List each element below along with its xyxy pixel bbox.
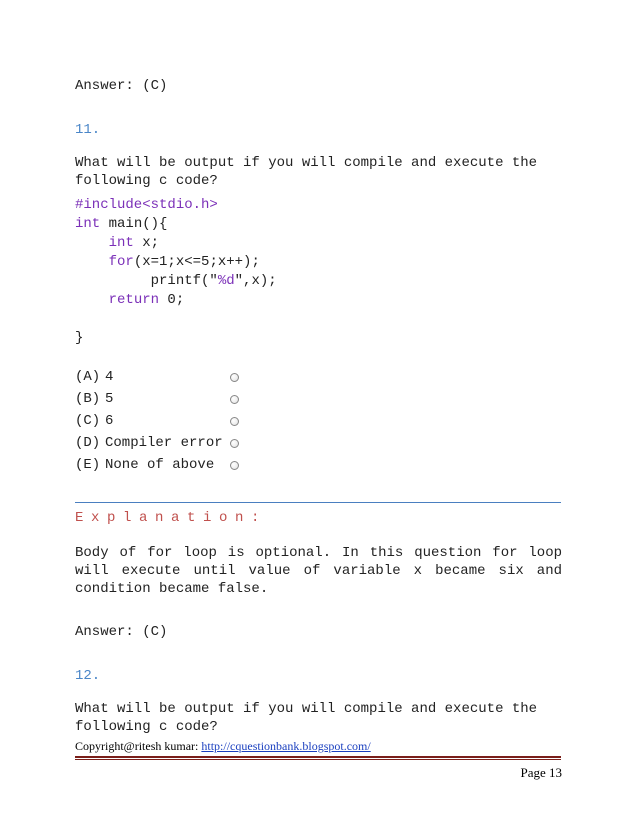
option-letter: (A)	[75, 369, 101, 385]
code-block	[75, 196, 277, 348]
explanation-line: will execute until value of variable x became six and	[75, 563, 562, 579]
option-text: 6	[105, 413, 114, 429]
code-closing-brace: }	[75, 330, 84, 346]
option-text: 5	[105, 391, 114, 407]
separator-line	[75, 502, 561, 503]
code-text: x;	[133, 235, 160, 251]
option-b[interactable]	[75, 388, 239, 410]
option-text: None of above	[105, 457, 215, 473]
option-letter: (E)	[75, 457, 101, 473]
radio-icon[interactable]	[230, 461, 239, 470]
code-keyword: int	[75, 216, 101, 232]
code-text: 0;	[159, 292, 185, 308]
answer: Answer: (C)	[75, 624, 168, 640]
radio-icon[interactable]	[230, 439, 239, 448]
question-text-line2: following c code?	[75, 173, 218, 189]
code-keyword: return	[108, 292, 160, 308]
explanation-line: condition became false.	[75, 581, 269, 597]
option-d[interactable]	[75, 432, 239, 454]
radio-icon[interactable]	[230, 417, 239, 426]
code-text: ",x);	[234, 273, 277, 289]
blog-link[interactable]: http://cquestionbank.blogspot.com/	[201, 739, 371, 753]
copyright-text: Copyright@ritesh kumar:	[75, 739, 202, 753]
code-keyword: for	[108, 254, 134, 270]
code-text: main(){	[100, 216, 168, 232]
option-letter: (C)	[75, 413, 101, 429]
option-text: 4	[105, 369, 114, 385]
option-letter: (B)	[75, 391, 101, 407]
footer-rule	[75, 756, 561, 758]
option-e[interactable]	[75, 454, 239, 476]
explanation-line: Body of for loop is optional. In this question for loop	[75, 545, 562, 561]
question-text-line2: following c code?	[75, 719, 218, 735]
explanation-heading: Explanation:	[75, 510, 268, 526]
code-text: printf("	[150, 273, 218, 289]
question-number: 12.	[75, 668, 101, 684]
previous-answer: Answer: (C)	[75, 78, 168, 94]
code-keyword: int	[108, 235, 134, 251]
code-format-specifier: %d	[217, 273, 235, 289]
page-number: Page 13	[520, 765, 562, 780]
footer-copyright	[75, 739, 371, 754]
question-text-line1: What will be output if you will compile and execute the	[75, 701, 538, 717]
option-a[interactable]	[75, 366, 239, 388]
question-text-line1: What will be output if you will compile and execute the	[75, 155, 538, 171]
footer-rule-thin	[75, 759, 561, 760]
option-text: Compiler error	[105, 435, 223, 451]
radio-icon[interactable]	[230, 395, 239, 404]
code-include: #include<stdio.h>	[75, 197, 218, 213]
radio-icon[interactable]	[230, 373, 239, 382]
question-number: 11.	[75, 122, 101, 138]
option-c[interactable]	[75, 410, 239, 432]
option-letter: (D)	[75, 435, 101, 451]
code-text: (x=1;x<=5;x++);	[133, 254, 260, 270]
explanation-text	[75, 544, 562, 598]
